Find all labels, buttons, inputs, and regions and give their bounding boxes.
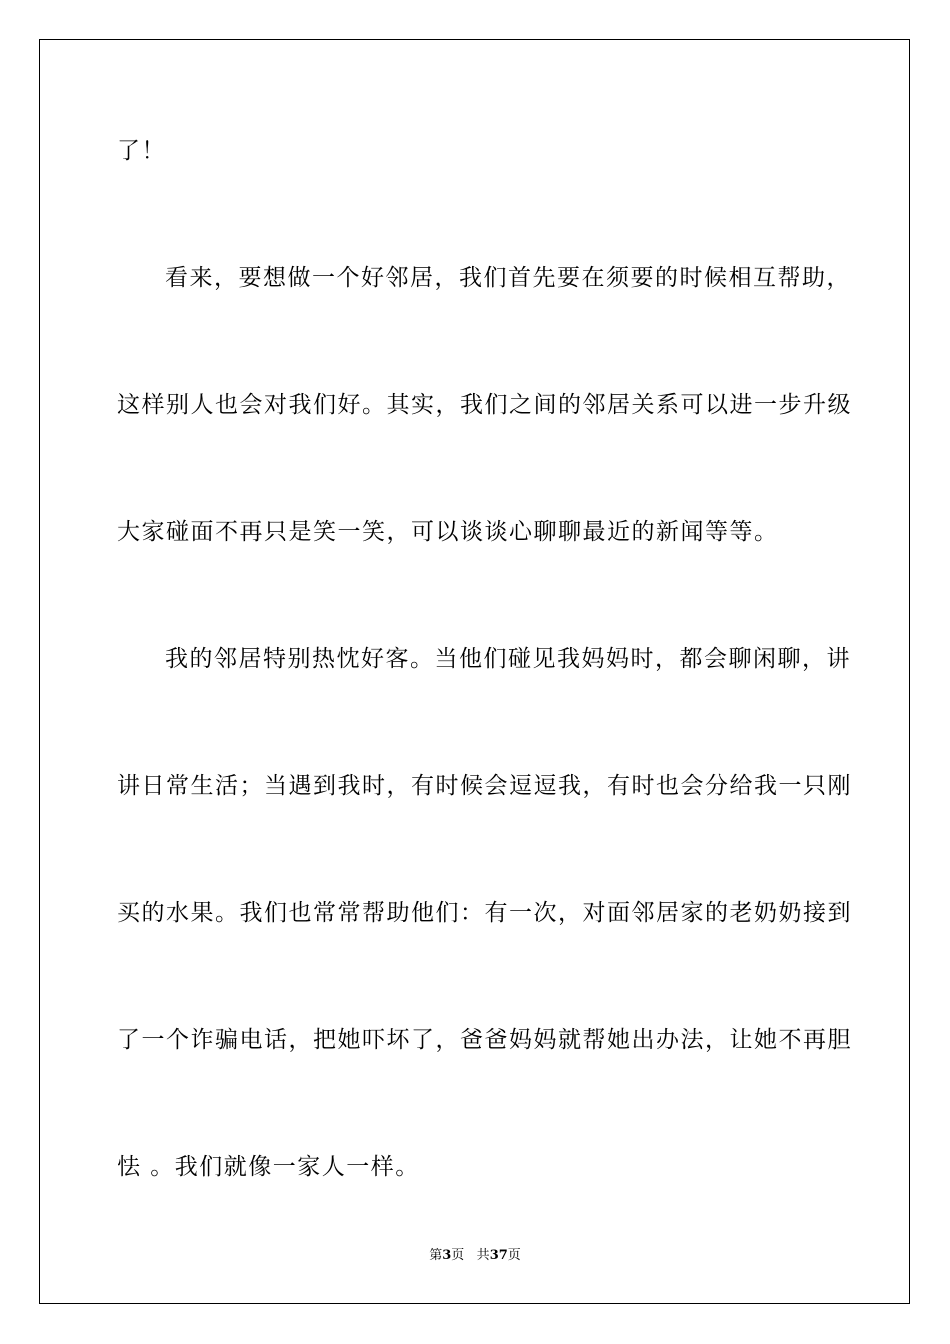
text-line-3: 这样别人也会对我们好。其实，我们之间的邻居关系可以进一步升级 [117,392,852,418]
text-line-8: 了一个诈骗电话，把她吓坏了，爸爸妈妈就帮她出办法，让她不再胆 [117,1027,852,1053]
footer-page-prefix: 第 [429,1248,443,1263]
text-line-5: 我的邻居特别热忱好客。当他们碰见我妈妈时，都会聊闲聊，讲 [165,646,851,672]
text-line-2: 看来，要想做一个好邻居，我们首先要在须要的时候相互帮助， [165,265,851,291]
text-line-6: 讲日常生活；当遇到我时，有时候会逗逗我，有时也会分给我一只刚 [117,773,852,799]
footer-total-pages: 37 [489,1248,508,1263]
footer-page-suffix: 页 [451,1248,465,1263]
footer-total-prefix: 共 [476,1248,490,1263]
footer-total-suffix: 页 [507,1248,521,1263]
text-line-4: 大家碰面不再只是笑一笑，可以谈谈心聊聊最近的新闻等等。 [117,519,779,545]
text-line-9: 怯 。我们就像一家人一样。 [117,1154,420,1180]
text-line-1: 了！ [117,138,166,164]
text-line-7: 买的水果。我们也常常帮助他们：有一次，对面邻居家的老奶奶接到 [117,900,852,926]
footer-page-number: 3 [442,1248,452,1263]
page-footer [0,1247,950,1265]
